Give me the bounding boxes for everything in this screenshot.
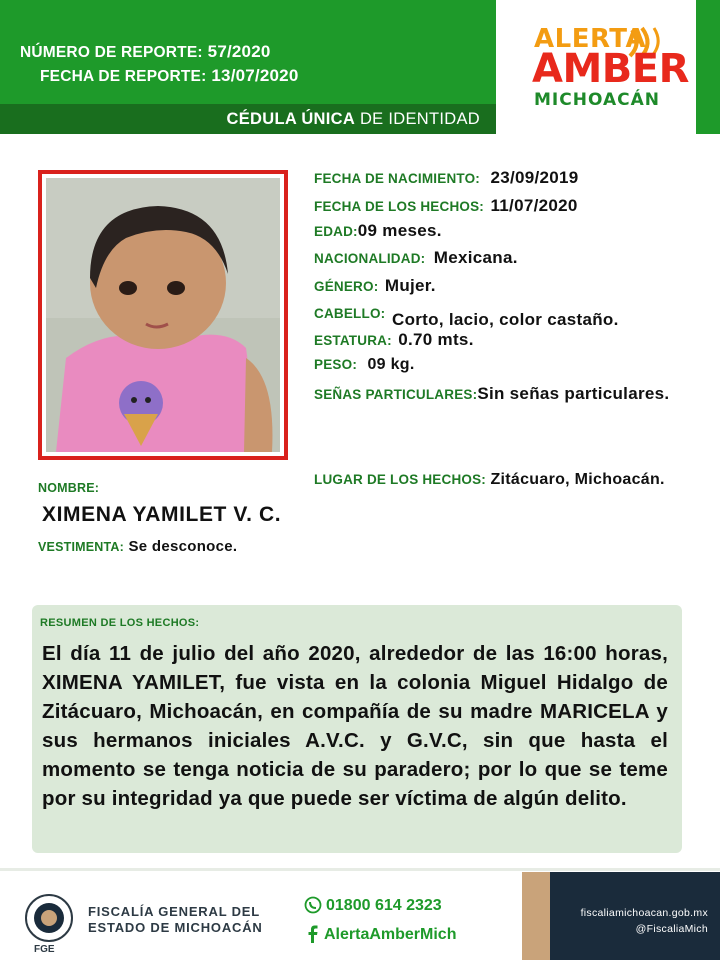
height-value: 0.70 mts. (398, 330, 474, 349)
birth-date-field (314, 168, 579, 188)
nationality-field (314, 248, 518, 268)
place-value: Zitácuaro, Michoacán. (490, 471, 665, 488)
weight-value: 09 kg. (367, 356, 415, 373)
summary-label: RESUMEN DE LOS HECHOS: (40, 617, 200, 629)
report-date (40, 66, 298, 86)
event-date-field (314, 196, 578, 216)
footer-organization (88, 904, 263, 936)
header-banner (0, 0, 496, 104)
phone-number: 01800 614 2323 (326, 897, 442, 914)
org-line-2: ESTADO DE MICHOACÁN (88, 920, 263, 935)
footer-social-panel (550, 872, 720, 960)
nationality-label: NACIONALIDAD: (314, 251, 426, 266)
place-label: LUGAR DE LOS HECHOS: (314, 472, 487, 487)
facebook-icon (304, 925, 320, 943)
gender-label: GÉNERO: (314, 279, 379, 294)
weight-field (314, 356, 415, 374)
birth-date-value: 23/09/2019 (490, 168, 579, 187)
footer-divider (0, 868, 720, 871)
footer-accent-bar (522, 872, 550, 960)
gender-value: Mujer. (384, 276, 436, 295)
hair-label: CABELLO: (314, 306, 386, 321)
fge-seal-icon (22, 893, 76, 943)
clothing-field (38, 538, 237, 556)
age-label: EDAD: (314, 224, 358, 239)
report-number (20, 42, 271, 62)
marks-label: SEÑAS PARTICULARES: (314, 387, 478, 402)
birth-date-label: FECHA DE NACIMIENTO: (314, 171, 480, 186)
whatsapp-icon (304, 896, 322, 914)
twitter-handle[interactable]: @FiscaliaMich (635, 923, 708, 935)
logo-michoacan-text: MICHOACÁN (534, 90, 660, 110)
report-number-value: 57/2020 (207, 42, 271, 61)
cedula-title-bold: CÉDULA ÚNICA (226, 110, 356, 128)
clothing-label: VESTIMENTA: (38, 540, 124, 554)
height-field (314, 330, 474, 350)
child-portrait-image (46, 178, 280, 452)
facebook-handle: AlertaAmberMich (324, 926, 457, 943)
logo-amber-text: AMBER (532, 46, 689, 92)
gender-field (314, 276, 436, 296)
marks-field (314, 384, 669, 404)
name-label-field (38, 479, 99, 497)
cedula-title-bar (0, 104, 496, 134)
clothing-value: Se desconoce. (128, 538, 238, 555)
phone-contact[interactable] (304, 896, 442, 915)
website-link[interactable]: fiscaliamichoacan.gob.mx (580, 907, 708, 919)
facebook-contact[interactable] (304, 925, 456, 944)
event-date-label: FECHA DE LOS HECHOS: (314, 199, 485, 214)
child-photo (38, 170, 288, 460)
marks-value: Sin señas particulares. (477, 384, 670, 403)
cedula-title-rest: DE IDENTIDAD (355, 110, 480, 128)
org-line-1: FISCALÍA GENERAL DEL (88, 904, 261, 919)
age-field (314, 221, 442, 241)
event-date-value: 11/07/2020 (490, 196, 578, 215)
report-number-label: NÚMERO DE REPORTE: (20, 44, 203, 61)
nationality-value: Mexicana. (433, 248, 518, 267)
weight-label: PESO: (314, 357, 358, 372)
place-field (314, 471, 665, 489)
hair-value: Corto, lacio, color castaño. (392, 310, 619, 329)
age-value: 09 meses. (357, 221, 442, 240)
logo-alerta-text: ALERTA (534, 24, 647, 54)
summary-text: El día 11 de julio del año 2020, alrededor de las 16:00 horas, XIMENA YAMILET, fue vista en la colonia Miguel Hidalgo de Zitácuaro, Michoacán, en compañía de su madre MARICELA y sus hermanos iniciales A.V.C. y G.V.C, sin que hasta el momento se tenga noticia de su paradero; por lo que se teme por su integridad ya que puede ser víctima de algún delito. (42, 642, 668, 810)
name-label: NOMBRE: (38, 481, 100, 495)
alerta-amber-logo (496, 0, 696, 134)
hair-label-field (314, 305, 385, 323)
height-label: ESTATURA: (314, 333, 392, 348)
hair-value-field (392, 310, 619, 330)
report-date-label: FECHA DE REPORTE: (40, 68, 207, 85)
fge-abbr: FGE (34, 944, 55, 955)
missing-person-name: XIMENA YAMILET V. C. (42, 503, 282, 526)
summary-panel (32, 605, 682, 853)
header-right-strip (696, 0, 720, 134)
report-date-value: 13/07/2020 (211, 66, 299, 85)
